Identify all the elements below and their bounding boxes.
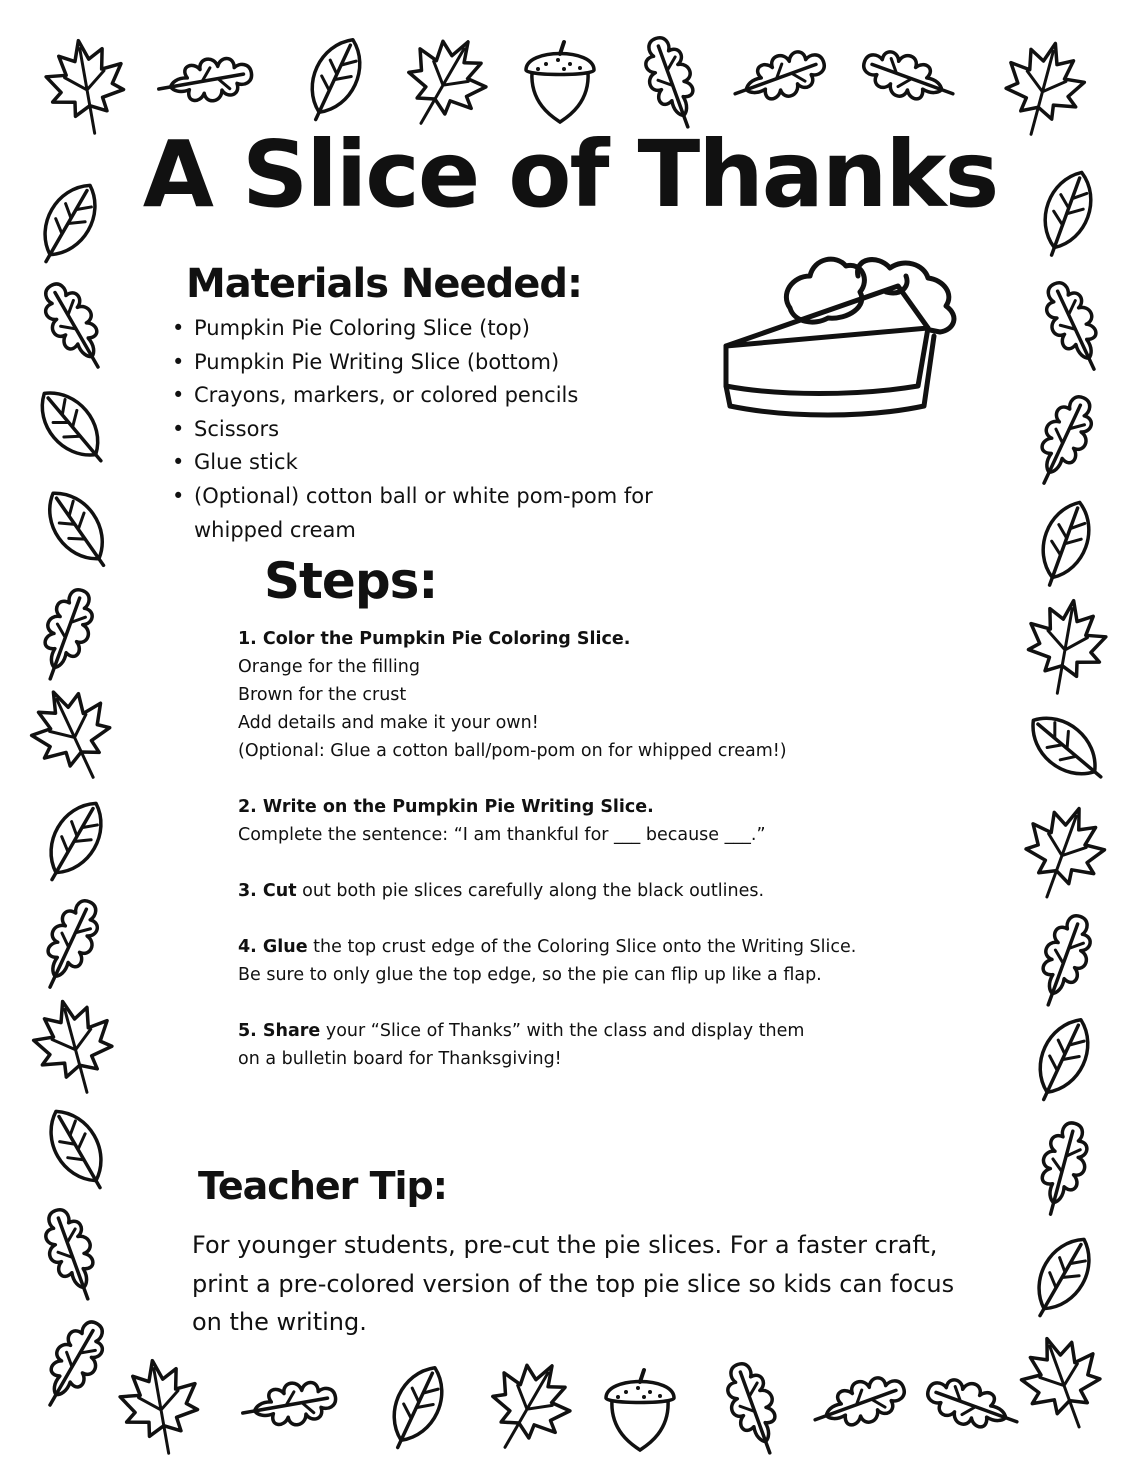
pumpkin-pie-icon [718,246,970,438]
oak-leaf-icon [32,1313,115,1415]
simple-leaf-icon [28,380,117,474]
oak-leaf-icon [1025,389,1103,492]
acorn-icon [526,42,594,122]
simple-leaf-icon [1022,1229,1102,1326]
step-3 [238,877,858,905]
step-keyword: 3. Cut [238,881,297,901]
simple-leaf-icon [38,1101,118,1198]
steps-heading: Steps: [264,552,438,610]
step-text: the top crust edge of the Coloring Slice onto the Writing Slice. [307,937,857,957]
materials-list [172,312,712,547]
maple-leaf-icon [115,1354,206,1460]
simple-leaf-icon [1030,495,1100,592]
simple-leaf-icon [1025,1011,1100,1109]
simple-leaf-icon [34,793,114,890]
oak-leaf-icon [31,893,109,996]
oak-leaf-icon [636,31,708,134]
oak-leaf-icon [1030,1118,1095,1220]
list-item: • Glue stick [172,446,712,480]
simple-leaf-icon [36,481,121,577]
oak-leaf-icon [718,1357,790,1460]
step-4 [238,933,858,989]
oak-leaf-icon [1035,275,1113,378]
list-item: • (Optional) cotton ball or white pom-pom for whipped cream [172,480,712,547]
step-line: Be sure to only glue the top edge, so the pie can flip up like a flap. [238,965,822,985]
oak-leaf-icon [30,583,102,686]
simple-leaf-icon [297,31,372,129]
maple-leaf-icon [1020,594,1111,700]
oak-leaf-icon [857,42,960,114]
oak-leaf-icon [1028,909,1100,1012]
oak-leaf-icon [155,52,255,110]
teacher-tip-text: For younger students, pre-cut the pie slices. For a faster craft, print a pre-colored version of the top pie slice so kids can focus on the writing. [192,1231,955,1336]
page-title: A Slice of Thanks [142,121,998,228]
list-item: • Crayons, markers, or colored pencils [172,379,712,413]
maple-leaf-icon [1011,796,1115,910]
step-title: 1. Color the Pumpkin Pie Coloring Slice. [238,629,631,649]
step-line: Add details and make it your own! [238,713,539,733]
list-item: • Pumpkin Pie Writing Slice (bottom) [172,346,712,380]
oak-leaf-icon [239,1376,339,1434]
oak-leaf-icon [808,1368,911,1440]
step-text: your “Slice of Thanks” with the class and display them on a bulletin board for Thanksgiving! [238,1021,805,1069]
step-5 [238,1017,828,1073]
list-item: • Pumpkin Pie Coloring Slice (top) [172,312,712,346]
oak-leaf-icon [33,275,116,377]
acorn-icon [606,1370,674,1450]
maple-leaf-icon [26,992,124,1102]
materials-heading: Materials Needed: [186,261,583,307]
list-item: • Scissors [172,413,712,447]
maple-leaf-icon [19,676,128,793]
oak-leaf-icon [921,1370,1024,1442]
maple-leaf-icon [1011,1326,1115,1440]
step-1 [238,625,858,765]
step-line: Brown for the crust [238,685,407,705]
step-text: out both pie slices carefully along the black outlines. [296,881,765,901]
step-2 [238,793,858,849]
step-line: (Optional: Glue a cotton ball/pom-pom on for whipped cream!) [238,741,787,761]
oak-leaf-icon [36,1203,108,1306]
step-line: Orange for the filling [238,657,420,677]
step-keyword: 4. Glue [238,937,308,957]
simple-leaf-icon [1020,704,1114,793]
step-keyword: 5. Share [238,1021,321,1041]
step-line: Complete the sentence: “I am thankful for ___ because ___.” [238,825,766,845]
step-title: 2. Write on the Pumpkin Pie Writing Slice. [238,797,654,817]
steps-list [238,625,858,1101]
teacher-tip-heading: Teacher Tip: [198,1164,447,1208]
simple-leaf-icon [379,1359,454,1457]
oak-leaf-icon [728,42,831,114]
maple-leaf-icon [472,1347,585,1466]
